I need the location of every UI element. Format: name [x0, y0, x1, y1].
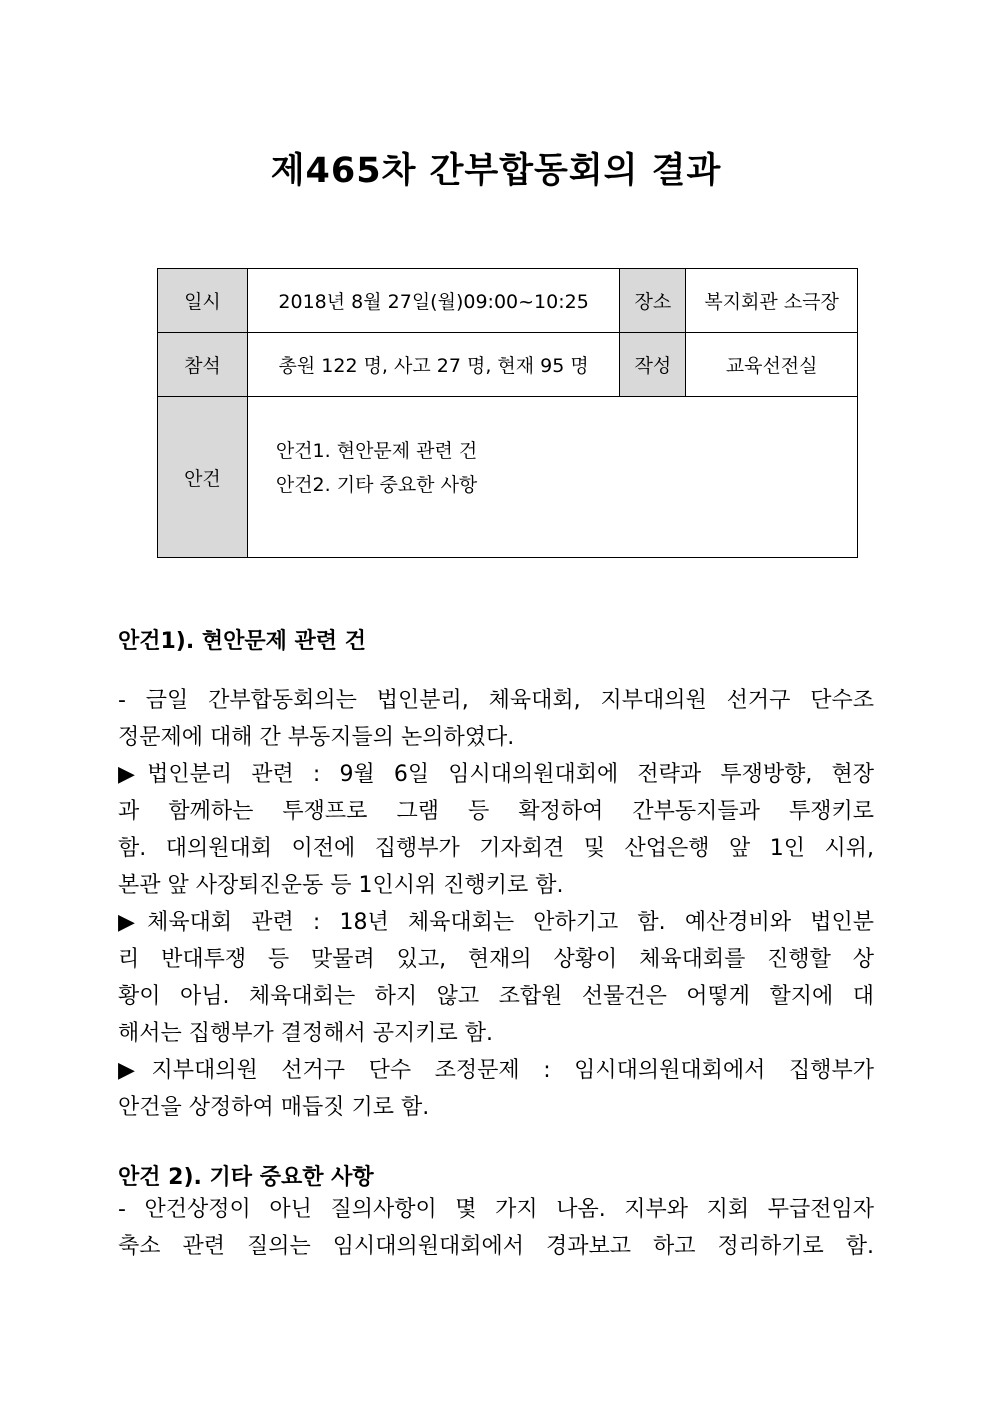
agenda-item: 안건1. 현안문제 관련 건: [275, 440, 478, 462]
section2-heading: 안건 2). 기타 중요한 사항: [118, 1165, 374, 1190]
body-line: 본관 앞 사장퇴진운동 등 1인시위 진행키로 함.: [118, 873, 564, 898]
body-line: ▶법인분리 관련 : 9월 6일 임시대의원대회에 전략과 투쟁방향, 현장: [118, 762, 874, 787]
attend-value: 총원 122 명, 사고 27 명, 현재 95 명: [247, 333, 620, 397]
author-value: 교육선전실: [686, 333, 858, 397]
meeting-info-table: [157, 268, 858, 558]
body-line: 정문제에 대해 간 부동지들의 논의하였다.: [118, 725, 515, 750]
body-line: ▶지부대의원 선거구 단수 조정문제 : 임시대의원대회에서 집행부가: [118, 1058, 874, 1083]
author-label: 작성: [620, 333, 686, 397]
body-line: ▶체육대회 관련 : 18년 체육대회는 안하기고 함. 예산경비와 법인분: [118, 910, 874, 935]
section1-heading: 안건1). 현안문제 관련 건: [118, 629, 366, 654]
body-line: 과 함께하는 투쟁프로 그램 등 확정하여 간부동지들과 투쟁키로: [118, 799, 874, 824]
body-line: 리 반대투쟁 등 맞물려 있고, 현재의 상황이 체육대회를 진행할 상: [118, 947, 874, 972]
body-line: 안건을 상정하여 매듭짓 기로 함.: [118, 1095, 430, 1120]
place-label: 장소: [620, 269, 686, 333]
body-line: - 안건상정이 아닌 질의사항이 몇 가지 나옴. 지부와 지회 무급전임자: [118, 1197, 874, 1222]
attend-row: [158, 333, 858, 397]
section1-body: [118, 682, 874, 1126]
date-label: 일시: [158, 269, 248, 333]
body-line: 황이 아님. 체육대회는 하지 않고 조합원 선물건은 어떻게 할지에 대: [118, 984, 874, 1009]
body-line: 축소 관련 질의는 임시대의원대회에서 경과보고 하고 정리하기로 함.: [118, 1234, 874, 1259]
date-value: 2018년 8월 27일(월)09:00~10:25: [247, 269, 620, 333]
agenda-list: [247, 397, 857, 558]
attend-label: 참석: [158, 333, 248, 397]
agenda-item: 안건2. 기타 중요한 사항: [275, 474, 478, 496]
date-row: [158, 269, 858, 333]
agenda-row: [158, 397, 858, 558]
document-title: 제465차 간부합동회의 결과: [270, 151, 722, 191]
place-value: 복지회관 소극장: [686, 269, 858, 333]
body-line: 해서는 집행부가 결정해서 공지키로 함.: [118, 1021, 493, 1046]
body-line: - 금일 간부합동회의는 법인분리, 체육대회, 지부대의원 선거구 단수조: [118, 688, 874, 713]
agenda-label: 안건: [158, 397, 248, 558]
section2-body: [118, 1191, 874, 1265]
body-line: 함. 대의원대회 이전에 집행부가 기자회견 및 산업은행 앞 1인 시위,: [118, 836, 874, 861]
